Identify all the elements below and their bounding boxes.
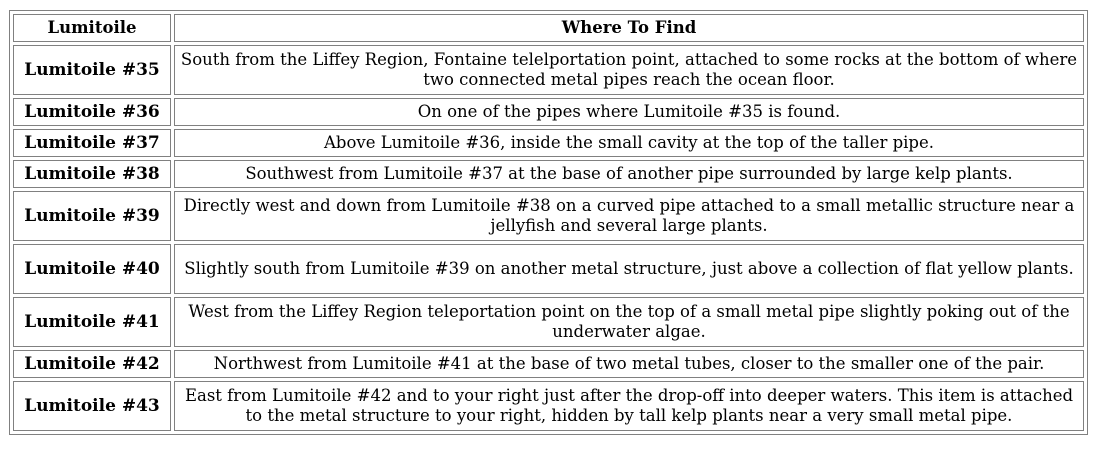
table-row [13, 244, 1084, 294]
header-lumitoile: Lumitoile [13, 14, 171, 42]
row-name: Lumitoile #43 [13, 381, 171, 431]
table-row [13, 350, 1084, 378]
row-where: East from Lumitoile #42 and to your right just after the drop-off into deeper waters. This item is attached to the metal structure to your right, hidden by tall kelp plants near a very small metal pipe. [174, 381, 1084, 431]
row-where: Southwest from Lumitoile #37 at the base of another pipe surrounded by large kelp plants. [174, 160, 1084, 188]
row-where: Above Lumitoile #36, inside the small cavity at the top of the taller pipe. [174, 129, 1084, 157]
table-row [13, 129, 1084, 157]
row-where: South from the Liffey Region, Fontaine telelportation point, attached to some rocks at the bottom of where two connected metal pipes reach the ocean floor. [174, 45, 1084, 95]
row-where: Directly west and down from Lumitoile #38 on a curved pipe attached to a small metallic structure near a jellyfish and several large plants. [174, 191, 1084, 241]
table-row [13, 45, 1084, 95]
row-name: Lumitoile #35 [13, 45, 171, 95]
row-where: Northwest from Lumitoile #41 at the base of two metal tubes, closer to the smaller one of the pair. [174, 350, 1084, 378]
lumitoile-table [9, 10, 1088, 435]
row-name: Lumitoile #40 [13, 244, 171, 294]
row-name: Lumitoile #37 [13, 129, 171, 157]
table-row [13, 98, 1084, 126]
row-name: Lumitoile #38 [13, 160, 171, 188]
row-name: Lumitoile #41 [13, 297, 171, 347]
table-row [13, 297, 1084, 347]
row-where: On one of the pipes where Lumitoile #35 is found. [174, 98, 1084, 126]
row-name: Lumitoile #36 [13, 98, 171, 126]
row-name: Lumitoile #39 [13, 191, 171, 241]
table-row [13, 160, 1084, 188]
header-row [13, 14, 1084, 42]
table-row [13, 191, 1084, 241]
header-where-to-find: Where To Find [174, 14, 1084, 42]
row-where: Slightly south from Lumitoile #39 on another metal structure, just above a collection of flat yellow plants. [174, 244, 1084, 294]
row-where: West from the Liffey Region teleportation point on the top of a small metal pipe slightly poking out of the underwater algae. [174, 297, 1084, 347]
table-row [13, 381, 1084, 431]
row-name: Lumitoile #42 [13, 350, 171, 378]
table-container [9, 10, 1088, 435]
